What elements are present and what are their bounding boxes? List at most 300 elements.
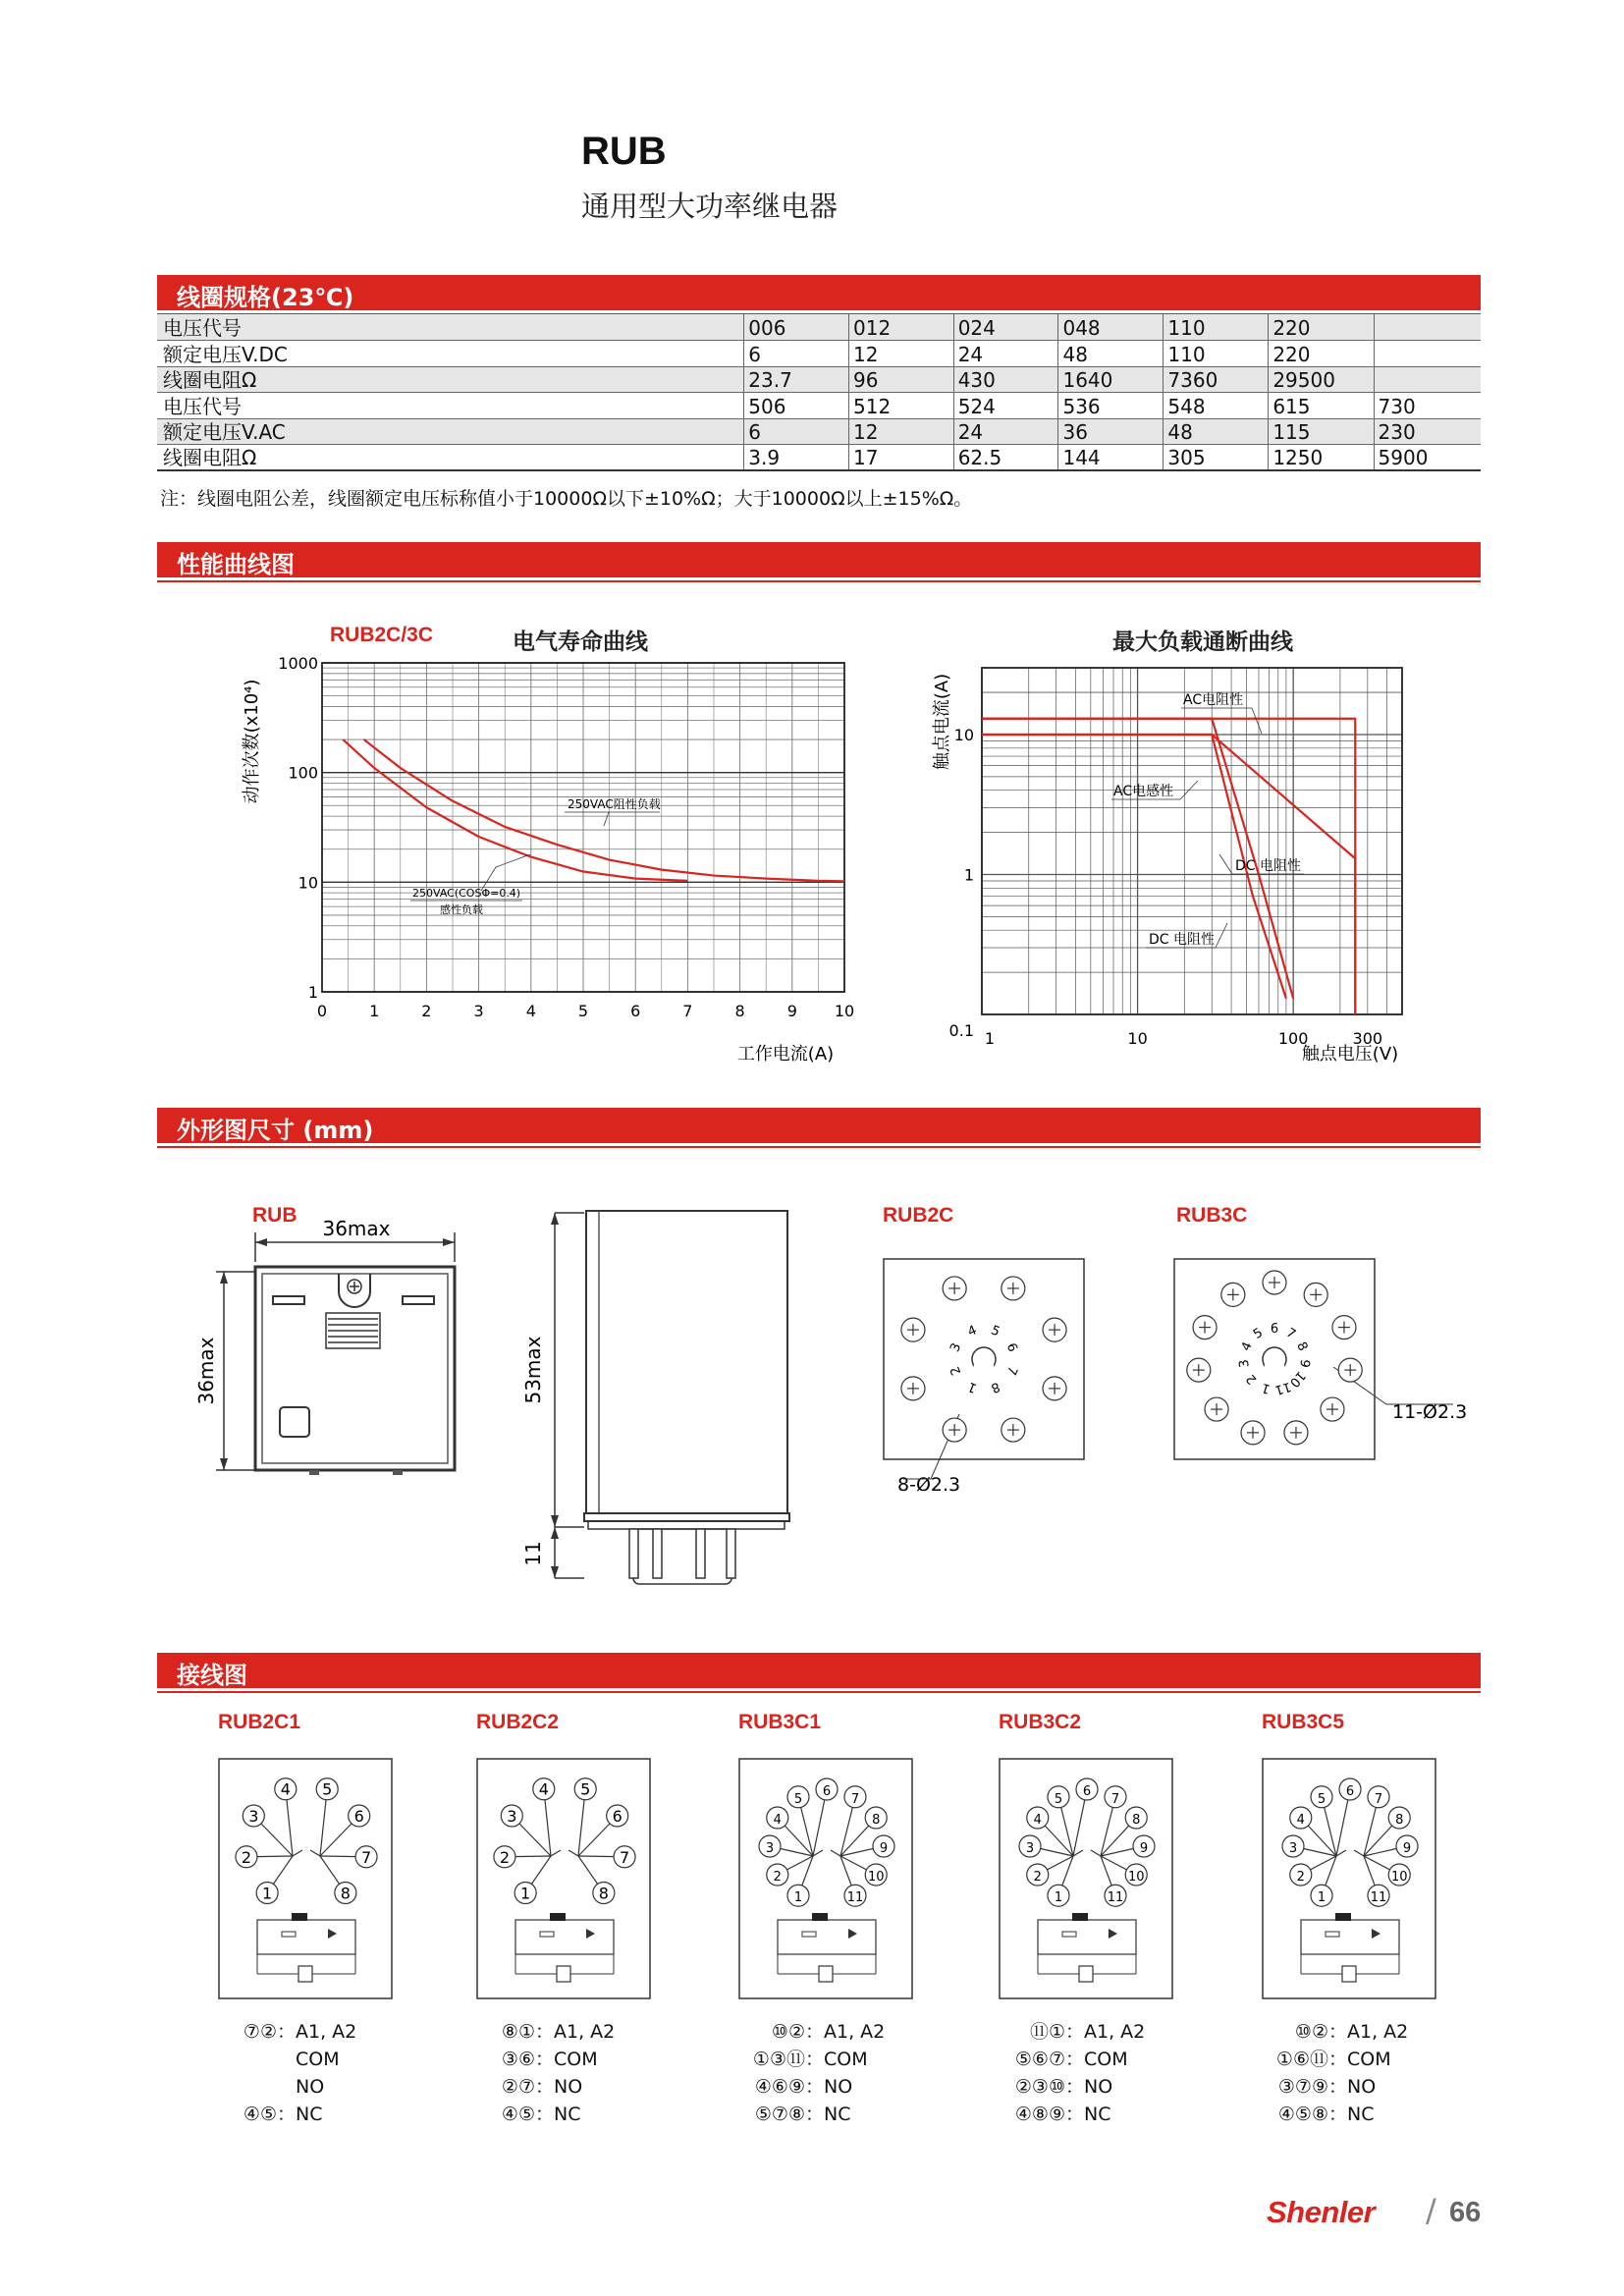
coil-cell: 1640 [1058, 366, 1164, 393]
rub-side-view [515, 1203, 810, 1625]
chart1-y-label: 动作次数(x10⁴) [242, 679, 262, 804]
wiring-sep: ： [805, 2049, 825, 2070]
section-curves-bar [157, 542, 1481, 577]
coil-spec-table [157, 314, 1481, 471]
rub-width-label: 36max [322, 1217, 391, 1240]
wiring-pin [494, 1846, 515, 1868]
wiring-pin [614, 1846, 635, 1868]
chart2-x-tick: 100 [1277, 1029, 1309, 1048]
wiring-sep: ： [535, 2021, 555, 2043]
wiring-sep: ： [277, 2104, 297, 2125]
coil-cell: 305 [1164, 445, 1269, 471]
wiring-pin [275, 1778, 297, 1800]
wiring-sep: ： [535, 2104, 555, 2125]
chart1-x-tick: 7 [682, 1002, 693, 1020]
rub-label: RUB [252, 1204, 298, 1227]
wiring-function: COM [554, 2049, 598, 2070]
wiring-caption-row [474, 2018, 615, 2046]
wiring-sep: ： [1065, 2076, 1085, 2098]
wiring-pin [593, 1882, 615, 1903]
wiring-pin [335, 1882, 356, 1903]
wiring-function: A1, A2 [824, 2021, 886, 2043]
pin-number: 2 [1243, 1370, 1261, 1388]
pin-hole [1332, 1316, 1356, 1339]
pin-hole [901, 1377, 925, 1400]
coil-row [157, 445, 1481, 471]
wiring-pins: ④⑥⑨ [754, 2076, 805, 2098]
chart1-x-label: 工作电流(A) [736, 1044, 835, 1065]
chart1-x-tick: 2 [421, 1002, 432, 1020]
pin-hole [1263, 1271, 1286, 1294]
wiring-sep: ： [1065, 2021, 1085, 2043]
rub2c-pin-layout [844, 1257, 1100, 1512]
wiring-sep: ： [1328, 2021, 1348, 2043]
pin-number: 6 [1270, 1322, 1279, 1337]
pin-number: 1 [965, 1378, 980, 1395]
chart1-x-tick: 0 [316, 1002, 328, 1020]
wiring-pin [1282, 1835, 1304, 1857]
wiring-function: NO [824, 2076, 853, 2098]
wiring-pin-number: 1 [1054, 1890, 1063, 1906]
wiring-pin-number: 8 [872, 1813, 881, 1828]
pin-number: 3 [947, 1340, 965, 1355]
wiring-title: RUB3C1 [738, 1711, 822, 1733]
coil-cell: 115 [1269, 418, 1374, 445]
wiring-pin [1396, 1835, 1418, 1857]
coil-cell: 3.9 [744, 445, 849, 471]
wiring-sep: ： [805, 2021, 825, 2043]
coil-cell: 29500 [1269, 366, 1374, 393]
wiring-diagram [476, 1758, 653, 2003]
chart2-y-tick: 1 [963, 865, 974, 885]
chart1-x-tick: 9 [786, 1002, 797, 1020]
wiring-pin-number: 9 [1402, 1841, 1412, 1856]
wiring-pin-number: 1 [262, 1884, 273, 1903]
electrical-life-chart [157, 643, 903, 1070]
pin-hole [1241, 1421, 1265, 1445]
pin-hole [901, 1318, 925, 1341]
wiring-pin-number: 2 [1033, 1870, 1042, 1885]
wiring-function: NC [296, 2104, 323, 2125]
wiring-pin [1125, 1807, 1147, 1829]
wiring-pin [355, 1846, 377, 1868]
wiring-sep: ： [1065, 2104, 1085, 2125]
wiring-pin-number: 6 [1082, 1784, 1092, 1799]
wiring-caption-row [216, 2101, 356, 2128]
wiring-pin-number: 4 [1033, 1813, 1042, 1828]
pin-hole [1001, 1277, 1025, 1300]
chart1-series-label: 感性负载 [440, 903, 483, 916]
brand-logo: Shenler [1267, 2195, 1376, 2229]
wiring-pin [1019, 1835, 1041, 1857]
wiring-pin [1388, 1864, 1410, 1886]
wiring-pin-number: 3 [507, 1807, 517, 1826]
pin-number: 9 [1296, 1358, 1313, 1369]
wiring-pin-number: 5 [793, 1791, 803, 1807]
wiring-pin-number: 2 [241, 1847, 252, 1867]
wiring-pins: ④⑤⑧ [1277, 2104, 1328, 2125]
wiring-pin [1105, 1786, 1126, 1808]
pin-hole [1304, 1283, 1327, 1306]
wiring-pin [767, 1807, 788, 1829]
rub3c-pin-layout [1168, 1257, 1473, 1483]
wiring-pins: ④⑤ [501, 2104, 535, 2125]
rub-front-view [191, 1213, 476, 1488]
wiring-pin-number: 2 [499, 1847, 511, 1867]
wiring-pin [1339, 1778, 1361, 1800]
pin-number: 7 [1282, 1325, 1299, 1342]
wiring-pins: ⑩② [1294, 2021, 1328, 2043]
wiring-pin-number: 9 [879, 1841, 889, 1856]
coil-cell: 024 [953, 314, 1058, 341]
page-number: 66 [1449, 2197, 1482, 2228]
chart2-x-tick: 10 [1127, 1029, 1148, 1048]
wiring-pin-number: 6 [822, 1784, 832, 1799]
pin-number: 4 [1238, 1339, 1256, 1354]
wiring-pin-number: 4 [773, 1813, 782, 1828]
wiring-pin [1368, 1885, 1389, 1906]
wiring-pin-number: 11 [1370, 1890, 1387, 1906]
pin-number: 8 [1293, 1339, 1311, 1354]
wiring-caption-row [1240, 2073, 1408, 2101]
wiring-function: A1, A2 [296, 2021, 357, 2043]
wiring-diagram [738, 1758, 915, 2003]
pin-hole [1284, 1421, 1308, 1445]
pin-hole [1221, 1283, 1245, 1306]
wiring-function: COM [824, 2049, 868, 2070]
wiring-function: NO [296, 2076, 325, 2098]
wiring-pin [243, 1805, 264, 1827]
chart1-series-label: 250VAC(COSΦ=0.4) [412, 887, 521, 900]
pin-number: 7 [1002, 1363, 1020, 1378]
wiring-pins: ④⑤ [243, 2104, 277, 2125]
wiring-pins: ①③⑪ [752, 2049, 805, 2070]
section-dimensions-bar [157, 1108, 1481, 1143]
coil-cell: 17 [849, 445, 954, 471]
chart2-series-label: DC 电阻性 [1235, 858, 1302, 874]
wiring-pin-number: 1 [520, 1884, 531, 1903]
wiring-caption-row [474, 2046, 615, 2073]
pin-hole [1043, 1318, 1066, 1341]
wiring-caption-row [474, 2073, 615, 2101]
chart2-grid [982, 668, 1402, 1014]
chart1-title: 电气寿命曲线 [513, 629, 648, 655]
wiring-pin [865, 1807, 887, 1829]
coil-cell: 536 [1058, 393, 1164, 419]
wiring-diagram [1262, 1758, 1438, 2003]
wiring-pin [759, 1835, 781, 1857]
coil-cell: 220 [1269, 341, 1374, 367]
wiring-pin-number: 8 [598, 1884, 609, 1903]
coil-cell: 6 [744, 341, 849, 367]
section-coil-title: 线圈规格(23℃) [177, 284, 354, 311]
wiring-caption-row [474, 2101, 615, 2128]
coil-note: 注：线圈电阻公差，线圈额定电压标称值小于10000Ω以下±10%Ω；大于10000Ω以上±15%Ω。 [160, 488, 973, 510]
pin-number: 5 [988, 1323, 1002, 1340]
coil-cell: 24 [953, 418, 1058, 445]
rub-height-label: 36max [194, 1337, 218, 1405]
wiring-pin-number: 11 [1107, 1890, 1124, 1906]
wiring-pin-number: 8 [1395, 1813, 1404, 1828]
wiring-pin [574, 1778, 596, 1800]
page-separator: / [1426, 2192, 1436, 2229]
chart1-series-label: 250VAC阻性负载 [568, 797, 661, 811]
wiring-pin-number: 1 [793, 1890, 803, 1906]
wiring-pin-number: 1 [1317, 1890, 1326, 1906]
wiring-pin [1125, 1864, 1147, 1886]
wiring-pin-number: 9 [1139, 1841, 1149, 1856]
coil-cell [1374, 366, 1481, 393]
wiring-pin-number: 3 [1025, 1841, 1035, 1856]
coil-cell: 5900 [1374, 445, 1481, 471]
wiring-pins: ②⑦ [501, 2076, 535, 2098]
wiring-pins: ⑤⑦⑧ [754, 2104, 805, 2125]
coil-cell: 230 [1374, 418, 1481, 445]
wiring-pin-number: 2 [1296, 1870, 1305, 1885]
wiring-caption-row [216, 2046, 356, 2073]
pin-hole [1338, 1358, 1362, 1382]
wiring-pin [1027, 1864, 1049, 1886]
wiring-function: A1, A2 [1084, 2021, 1146, 2043]
coil-row [157, 418, 1481, 445]
pin-hole [943, 1277, 966, 1300]
rub3c-label: RUB3C [1176, 1204, 1248, 1227]
wiring-function: A1, A2 [554, 2021, 616, 2043]
wiring-pin [1076, 1778, 1098, 1800]
wiring-caption [717, 2018, 885, 2128]
coil-cell: 548 [1164, 393, 1269, 419]
wiring-pin [514, 1882, 536, 1903]
wiring-title: RUB3C2 [999, 1711, 1082, 1733]
wiring-pin [865, 1864, 887, 1886]
pin-hole [1001, 1418, 1025, 1442]
wiring-pins: ⑩② [771, 2021, 805, 2043]
coil-row [157, 393, 1481, 419]
chart1-x-tick: 5 [577, 1002, 589, 1020]
coil-cell: 1250 [1269, 445, 1374, 471]
wiring-title: RUB2C1 [218, 1711, 301, 1733]
section-wiring-bar [157, 1653, 1481, 1688]
wiring-pin-number: 7 [1110, 1791, 1120, 1807]
wiring-pin-number: 6 [353, 1807, 364, 1826]
coil-cell: 96 [849, 366, 954, 393]
wiring-pin [1290, 1864, 1312, 1886]
coil-row-label: 线圈电阻Ω [157, 366, 744, 393]
pin-number: 5 [1250, 1325, 1267, 1342]
wiring-caption-row [717, 2018, 885, 2046]
wiring-pins: ④⑧⑨ [1014, 2104, 1065, 2125]
chart2-title: 最大负载通断曲线 [1112, 629, 1293, 655]
pin-hole [943, 1418, 966, 1442]
coil-cell: 512 [849, 393, 954, 419]
chart2-x-tick: 300 [1352, 1029, 1383, 1048]
wiring-pin [1048, 1885, 1069, 1906]
wiring-pin [533, 1778, 555, 1800]
wiring-function: NC [1084, 2104, 1111, 2125]
wiring-pin-number: 10 [867, 1870, 885, 1885]
wiring-sep: ： [1328, 2104, 1348, 2125]
coil-cell: 110 [1164, 341, 1269, 367]
wiring-pin [1027, 1807, 1049, 1829]
coil-row-label: 线圈电阻Ω [157, 445, 744, 471]
chart1-y-tick: 1 [307, 983, 318, 1002]
coil-row [157, 341, 1481, 367]
chart2-y-label: 触点电流(A) [932, 673, 952, 771]
pin-number: 3 [1236, 1358, 1253, 1369]
wiring-sep: ： [1065, 2049, 1085, 2070]
wiring-caption-row [717, 2073, 885, 2101]
pin-number: 10 [1286, 1367, 1309, 1391]
wiring-pin [316, 1778, 338, 1800]
wiring-pin [1311, 1885, 1332, 1906]
wiring-pin-number: 5 [322, 1779, 333, 1799]
coil-cell: 110 [1164, 314, 1269, 341]
wiring-pin-number: 6 [612, 1807, 623, 1826]
wiring-pin-number: 11 [846, 1890, 864, 1906]
wiring-pin [1290, 1807, 1312, 1829]
coil-row [157, 366, 1481, 393]
wiring-caption [216, 2018, 356, 2128]
wiring-sep: ： [1328, 2049, 1348, 2070]
coil-row-label: 电压代号 [157, 393, 744, 419]
coil-cell: 62.5 [953, 445, 1058, 471]
wiring-caption-row [1240, 2101, 1408, 2128]
wiring-caption-row [977, 2073, 1145, 2101]
pin-number: 1 [1260, 1379, 1272, 1396]
wiring-pin [873, 1835, 894, 1857]
wiring-pin-number: 6 [1345, 1784, 1355, 1799]
max-load-breaking-chart [903, 643, 1414, 1070]
chart1-x-tick: 10 [834, 1002, 855, 1020]
wiring-sep: ： [535, 2076, 555, 2098]
coil-cell: 048 [1058, 314, 1164, 341]
wiring-function: A1, A2 [1347, 2021, 1409, 2043]
wiring-sep: ： [805, 2104, 825, 2125]
chart2-x-label: 触点电压(V) [1301, 1044, 1399, 1065]
chart2-series-label: AC电阻性 [1183, 692, 1244, 708]
section-dimensions-title: 外形图尺寸 (mm) [177, 1117, 374, 1144]
wiring-pin-number: 3 [765, 1841, 775, 1856]
wiring-function: COM [1084, 2049, 1128, 2070]
coil-cell: 144 [1058, 445, 1164, 471]
section-wiring-title: 接线图 [177, 1662, 247, 1689]
wiring-pin-number: 4 [538, 1779, 549, 1799]
chart1-x-tick: 6 [630, 1002, 641, 1020]
wiring-pin [1105, 1885, 1126, 1906]
wiring-pin-number: 7 [850, 1791, 860, 1807]
rub-depth-label: 53max [521, 1336, 545, 1404]
page-subtitle: 通用型大功率继电器 [581, 190, 839, 223]
wiring-sep: ： [535, 2049, 555, 2070]
wiring-pin [236, 1846, 257, 1868]
wiring-pins: ③⑥ [501, 2049, 535, 2070]
wiring-sep: ： [277, 2021, 297, 2043]
pin-hole [1193, 1316, 1217, 1339]
section-curves-title: 性能曲线图 [177, 551, 295, 578]
wiring-function: NC [554, 2104, 581, 2125]
wiring-caption-row [977, 2018, 1145, 2046]
wiring-pin [844, 1786, 866, 1808]
chart1-model-label: RUB2C/3C [330, 624, 434, 646]
wiring-pin [1368, 1786, 1389, 1808]
wiring-pin-number: 5 [1054, 1791, 1063, 1807]
wiring-pin [787, 1885, 809, 1906]
wiring-function: COM [1347, 2049, 1391, 2070]
page-title: RUB [581, 130, 667, 173]
wiring-pins: ⑧① [501, 2021, 535, 2043]
coil-cell: 12 [849, 418, 954, 445]
wiring-pin [1048, 1786, 1069, 1808]
chart1-x-tick: 1 [369, 1002, 380, 1020]
wiring-function: NO [1347, 2076, 1377, 2098]
coil-cell: 12 [849, 341, 954, 367]
rub3c-holes-label: 11-Ø2.3 [1392, 1401, 1468, 1423]
chart2-series-label: DC 电阻性 [1149, 932, 1216, 948]
coil-row-label: 额定电压V.DC [157, 341, 744, 367]
wiring-caption-row [216, 2018, 356, 2046]
wiring-pin-number: 7 [360, 1847, 372, 1867]
coil-cell: 430 [953, 366, 1058, 393]
wiring-pin [1311, 1786, 1332, 1808]
chart2-y-tick: 0.1 [948, 1021, 974, 1040]
rub2c-holes-label: 8-Ø2.3 [897, 1474, 961, 1496]
section-coil-bar [157, 275, 1481, 310]
wiring-caption [977, 2018, 1145, 2128]
wiring-pins: ①⑥⑪ [1275, 2049, 1328, 2070]
rub2c-label: RUB2C [883, 1204, 954, 1227]
wiring-function: NC [824, 2104, 851, 2125]
wiring-pins: ⑤⑥⑦ [1014, 2049, 1065, 2070]
pin-hole [1321, 1397, 1344, 1421]
chart1-y-tick: 100 [288, 763, 318, 783]
wiring-pin-number: 2 [773, 1870, 782, 1885]
wiring-function: NO [554, 2076, 583, 2098]
wiring-pin [816, 1778, 838, 1800]
chart1-grid [322, 663, 844, 992]
coil-cell: 48 [1058, 341, 1164, 367]
wiring-pin-number: 10 [1390, 1870, 1408, 1885]
coil-cell [1374, 314, 1481, 341]
wiring-caption-row [216, 2073, 356, 2101]
pin-number: 8 [988, 1378, 1002, 1395]
coil-row [157, 314, 1481, 341]
wiring-title: RUB2C2 [476, 1711, 560, 1733]
wiring-caption-row [717, 2101, 885, 2128]
chart1-x-tick: 3 [473, 1002, 484, 1020]
wiring-caption-row [717, 2046, 885, 2073]
chart2-x-tick: 1 [984, 1029, 996, 1048]
pin-number: 2 [947, 1363, 965, 1378]
wiring-pin-number: 7 [1374, 1791, 1383, 1807]
coil-cell: 730 [1374, 393, 1481, 419]
wiring-caption-row [977, 2101, 1145, 2128]
wiring-pin-number: 5 [580, 1779, 591, 1799]
wiring-pin-number: 4 [1296, 1813, 1305, 1828]
wiring-pin-number: 5 [1317, 1791, 1326, 1807]
chart1-y-tick: 10 [298, 873, 318, 893]
wiring-function: COM [296, 2049, 340, 2070]
pin-hole [1187, 1358, 1211, 1382]
coil-cell: 006 [744, 314, 849, 341]
coil-row-label: 额定电压V.AC [157, 418, 744, 445]
rub-pin-length-label: 11 [521, 1541, 545, 1566]
wiring-pin [607, 1805, 628, 1827]
wiring-pin-number: 8 [1132, 1813, 1141, 1828]
chart2-y-tick: 10 [953, 725, 974, 744]
chart1-x-tick: 8 [734, 1002, 745, 1020]
coil-cell: 506 [744, 393, 849, 419]
pin-hole [1043, 1377, 1066, 1400]
